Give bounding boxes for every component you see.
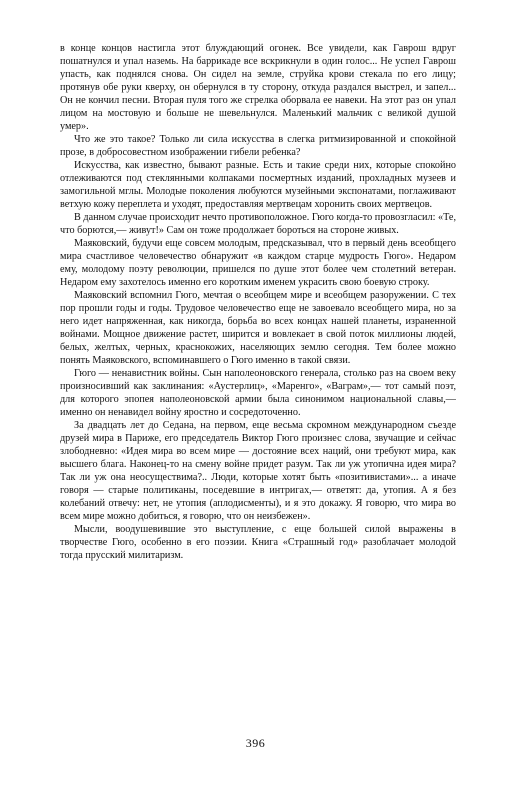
page-number: 396	[245, 736, 266, 750]
paragraph-opposite-case: В данном случае происходит нечто противоположное. Гюго когда-то провозгласил: «Те, что борются,— живут!» Сам он тоже продолжает бороться на стороне живых.	[60, 212, 456, 236]
paragraph-arts-differ: Искусства, как известно, бывают разные. Есть и такие среди них, которые спокойно отлеживаются под стеклянными колпаками посмертных изданий, прохладных музеев и замогильной мглы. Молодые поколения любуются музейными экспонатами, поглаживают ветхую кожу переплета и уходят, предоставляя мертвецам хоронить своих мертвецов.	[60, 160, 456, 210]
paragraph-peace-congress: За двадцать лет до Седана, на первом, еще весьма скромном международном съезде друзей мира в Париже, его председатель Виктор Гюго произнес слова, звучащие и сейчас злободневно: «Идея мира во всем мире — достояние всех наций, они требуют мира, как высшего блага. Наконец-то на смену войне придет разум. Так ли уж утопична идея мира? Так ли уж она неосуществима?.. Люди, которые хотят быть «позитивистами»... а иначе говоря — старые политиканы, поседевшие в интригах,— ответят: да, утопия. А я без колебаний отвечу: нет, не утопия (аплодисменты), и я это докажу. Я говорю, что мира во всем мире можно добиться, я говорю, что он неизбежен».	[60, 420, 456, 522]
body-text	[60, 42, 456, 562]
paragraph-gavroche-ending: в конце концов настигла этот блуждающий огонек. Все увидели, как Гаврош вдруг пошатнулся и упал наземь. На баррикаде все вскрикнули в один голос... Не успел Гаврош упасть, как поднялся снова. Он сидел на земле, струйка крови стекала по его лицу; протянув обе руки кверху, он обернулся в ту сторону, откуда раздался выстрел, и запел... Он не кончил песни. Вторая пуля того же стрелка оборвала ее навеки. На этот раз он упал лицом на мостовую и больше не шевельнулся. Маленький мальчик с великой душой умер».	[60, 43, 456, 132]
paragraph-mayakovsky-peace: Маяковский вспомнил Гюго, мечтая о всеобщем мире и всеобщем разоружении. С тех пор прошли годы и годы. Трудовое человечество еще не завоевало всеобщего мира, но за него идет напряженная, как никогда, борьба во всех концах нашей планеты, израненной войнами. Мощное движение растет, ширится и вовлекает в свой поток миллионы людей, белых, желтых, черных, краснокожих, населяющих землю сегодня. Тем более можно понять Маяковского, вспоминавшего о Гюго именно в такой связи.	[60, 290, 456, 366]
paragraph-hugo-hates-war: Гюго — ненавистник войны. Сын наполеоновского генерала, столько раз на своем веку произносивший как заклинания: «Аустерлиц», «Маренго», «Ваграм»,— тот самый поэт, для которого эпопея наполеоновской армии была синонимом национальной славы,— именно он ненавидел войну яростно и сосредоточенно.	[60, 368, 456, 418]
paragraph-terrible-year: Мысли, воодушевившие это выступление, с еще большей силой выражены в творчестве Гюго, особенно в его поэзии. Книга «Страшный год» разоблачает молодой тогда прусский милитаризм.	[60, 524, 456, 561]
paragraph-mayakovsky-prediction: Маяковский, будучи еще совсем молодым, предсказывал, что в первый день всеобщего мира счастливое человечество обнаружит «в каждом старце мудрость Гюго». Недаром ему, молодому поэту революции, пришелся по душе этот более чем столетний ветеран. Недаром ему захотелось именно его коротким именем украсить свою боевую строку.	[60, 238, 456, 288]
paragraph-what-is-this: Что же это такое? Только ли сила искусства в слегка ритмизированной и спокойной прозе, в добросовестном изображении гибели ребенка?	[60, 134, 456, 158]
